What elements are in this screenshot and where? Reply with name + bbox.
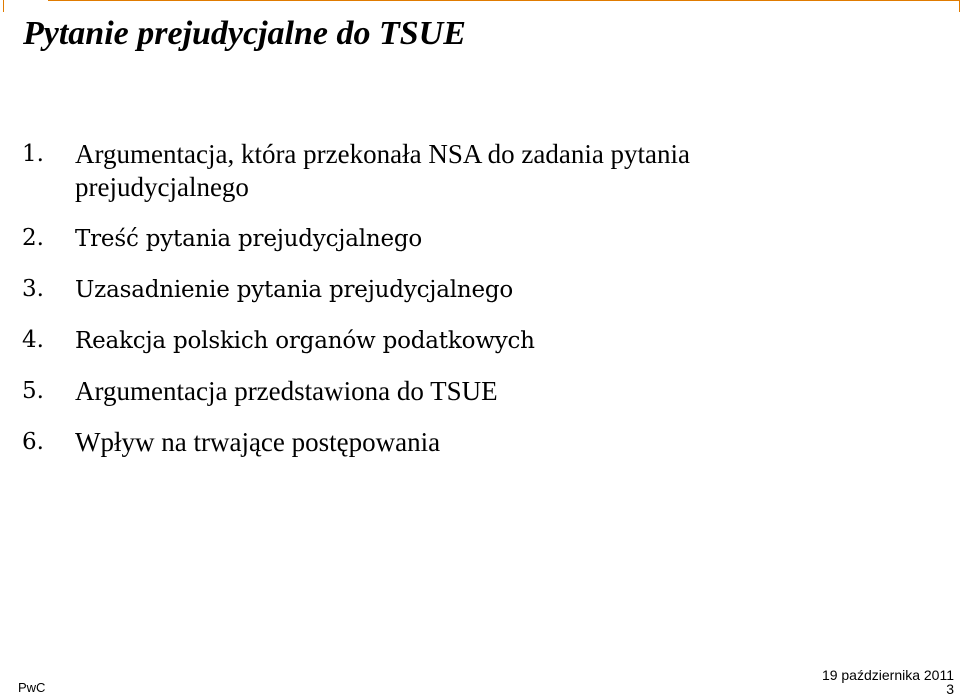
frame-corner-left <box>3 0 4 12</box>
agenda-item-number: 2. <box>22 225 44 251</box>
page-number: 3 <box>946 681 954 697</box>
agenda-item-text: Argumentacja, która przekonała NSA do zadania pytania prejudycjalnego <box>75 139 691 202</box>
agenda-item-number: 6. <box>22 429 44 455</box>
footer-brand: PwC <box>18 680 46 695</box>
agenda-item <box>22 324 902 357</box>
agenda-item <box>22 426 902 459</box>
agenda-item-text: Treść pytania prejudycjalnego <box>75 226 423 252</box>
agenda-item-number: 4. <box>22 327 44 353</box>
agenda-list <box>22 138 902 477</box>
agenda-item <box>22 375 902 408</box>
agenda-item-text: Argumentacja przedstawiona do TSUE <box>75 376 498 406</box>
agenda-item-text: Reakcja polskich organów podatkowych <box>75 328 535 354</box>
agenda-item-text: Wpływ na trwające postępowania <box>75 427 441 457</box>
agenda-item <box>22 222 902 255</box>
agenda-item-number: 3. <box>22 276 44 302</box>
slide-title: Pytanie prejudycjalne do TSUE <box>23 15 466 52</box>
agenda-item <box>22 273 902 306</box>
frame-top-rule <box>48 0 960 1</box>
footer-date: 19 października 2011 <box>821 667 954 683</box>
agenda-item <box>22 138 835 204</box>
agenda-item-text: Uzasadnienie pytania prejudycjalnego <box>75 277 514 303</box>
agenda-item-number: 1. <box>22 141 44 167</box>
agenda-item-number: 5. <box>22 378 44 404</box>
